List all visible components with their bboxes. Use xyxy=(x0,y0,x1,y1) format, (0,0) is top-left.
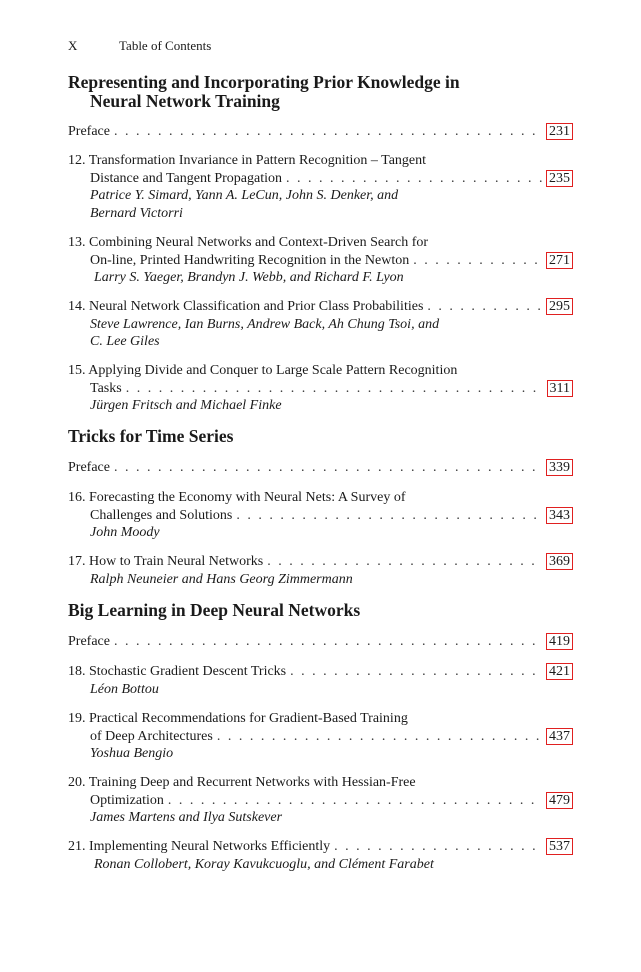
entry-authors: Ralph Neuneier and Hans Georg Zimmermann xyxy=(90,571,353,587)
leader-dots xyxy=(290,663,542,681)
entry-authors: Ronan Collobert, Koray Kavukcuoglu, and Clément Farabet xyxy=(94,856,434,872)
toc-entry[interactable] xyxy=(68,459,573,477)
toc-entry[interactable] xyxy=(68,774,573,827)
entry-authors: Bernard Victorri xyxy=(90,205,183,221)
leader-dots xyxy=(114,123,542,141)
leader-dots xyxy=(114,633,542,651)
section-title xyxy=(68,73,588,111)
page-link[interactable]: 437 xyxy=(546,728,573,745)
toc-entry[interactable] xyxy=(68,362,573,415)
section-title-line: Tricks for Time Series xyxy=(68,426,234,446)
entry-title: 21. Implementing Neural Networks Efficiently xyxy=(68,839,331,854)
page-link[interactable]: 311 xyxy=(547,380,573,397)
toc-entry[interactable] xyxy=(68,234,573,287)
toc-entry[interactable] xyxy=(68,123,573,141)
toc-entry[interactable] xyxy=(68,489,573,542)
page-link[interactable]: 339 xyxy=(546,459,573,476)
section-title-line: Big Learning in Deep Neural Networks xyxy=(68,600,361,620)
entry-title: 14. Neural Network Classification and Prior Class Probabilities xyxy=(68,299,424,314)
toc-entry[interactable] xyxy=(68,633,573,651)
page-link[interactable]: 231 xyxy=(546,123,573,140)
page-link[interactable]: 295 xyxy=(546,298,573,315)
entry-title: 18. Stochastic Gradient Descent Tricks xyxy=(68,664,287,679)
entry-title: 20. Training Deep and Recurrent Networks with Hessian-Free xyxy=(68,775,416,790)
entry-authors: James Martens and Ilya Sutskever xyxy=(90,810,283,825)
leader-dots xyxy=(168,792,542,810)
entry-title-cont: Tasks xyxy=(90,380,122,396)
page-link[interactable]: 235 xyxy=(546,170,573,187)
page-number: X xyxy=(68,38,78,53)
leader-dots xyxy=(286,170,542,188)
entry-title: 19. Practical Recommendations for Gradient-Based Training xyxy=(68,711,408,726)
entry-title: Preface xyxy=(68,460,110,475)
section-title-line: Representing and Incorporating Prior Knowledge in xyxy=(68,72,460,92)
running-title: Table of Contents xyxy=(119,38,212,53)
entry-authors: Léon Bottou xyxy=(90,681,159,697)
entry-title-cont: Distance and Tangent Propagation xyxy=(90,170,282,186)
leader-dots xyxy=(413,252,542,270)
entry-title-cont: Optimization xyxy=(90,792,164,808)
entry-title: Preface xyxy=(68,634,110,649)
leader-dots xyxy=(236,507,542,525)
toc-entry[interactable] xyxy=(68,152,573,222)
entry-authors: C. Lee Giles xyxy=(90,334,160,349)
page-link[interactable]: 271 xyxy=(546,252,573,269)
entry-authors: Patrice Y. Simard, Yann A. LeCun, John S. Denker, and xyxy=(90,188,399,203)
leader-dots xyxy=(267,553,542,571)
entry-title: 13. Combining Neural Networks and Context-Driven Search for xyxy=(68,235,429,250)
leader-dots xyxy=(126,380,543,398)
leader-dots xyxy=(334,838,542,856)
leader-dots xyxy=(114,459,542,477)
section-title xyxy=(68,601,588,620)
entry-title-cont: On-line, Printed Handwriting Recognition in the Newton xyxy=(90,252,410,268)
leader-dots xyxy=(427,298,542,316)
toc-entry[interactable] xyxy=(68,710,573,763)
page-link[interactable]: 421 xyxy=(546,663,573,680)
entry-authors: Yoshua Bengio xyxy=(90,746,174,761)
entry-title-cont: Challenges and Solutions xyxy=(90,507,233,523)
entry-authors: Larry S. Yaeger, Brandyn J. Webb, and Richard F. Lyon xyxy=(94,270,404,285)
entry-authors: Jürgen Fritsch and Michael Finke xyxy=(90,398,282,413)
entry-title-cont: of Deep Architectures xyxy=(90,728,213,744)
entry-title: 15. Applying Divide and Conquer to Large Scale Pattern Recognition xyxy=(68,363,458,378)
entry-title: Preface xyxy=(68,124,110,139)
entry-title: 12. Transformation Invariance in Pattern Recognition – Tangent xyxy=(68,153,427,168)
page-header xyxy=(68,38,211,54)
page-link[interactable]: 419 xyxy=(546,633,573,650)
leader-dots xyxy=(217,728,542,746)
entry-title: 17. How to Train Neural Networks xyxy=(68,554,264,569)
section-title-line: Neural Network Training xyxy=(90,91,280,111)
toc-entry[interactable] xyxy=(68,663,573,698)
page-link[interactable]: 537 xyxy=(546,838,573,855)
entry-authors: John Moody xyxy=(90,525,160,540)
toc-entry[interactable] xyxy=(68,553,573,588)
page-link[interactable]: 369 xyxy=(546,553,573,570)
page-link[interactable]: 479 xyxy=(546,792,573,809)
section-title xyxy=(68,427,588,446)
toc-entry[interactable] xyxy=(68,298,573,351)
toc-entry[interactable] xyxy=(68,838,573,873)
entry-authors: Steve Lawrence, Ian Burns, Andrew Back, Ah Chung Tsoi, and xyxy=(90,316,440,332)
entry-title: 16. Forecasting the Economy with Neural Nets: A Survey of xyxy=(68,490,406,505)
page-link[interactable]: 343 xyxy=(546,507,573,524)
